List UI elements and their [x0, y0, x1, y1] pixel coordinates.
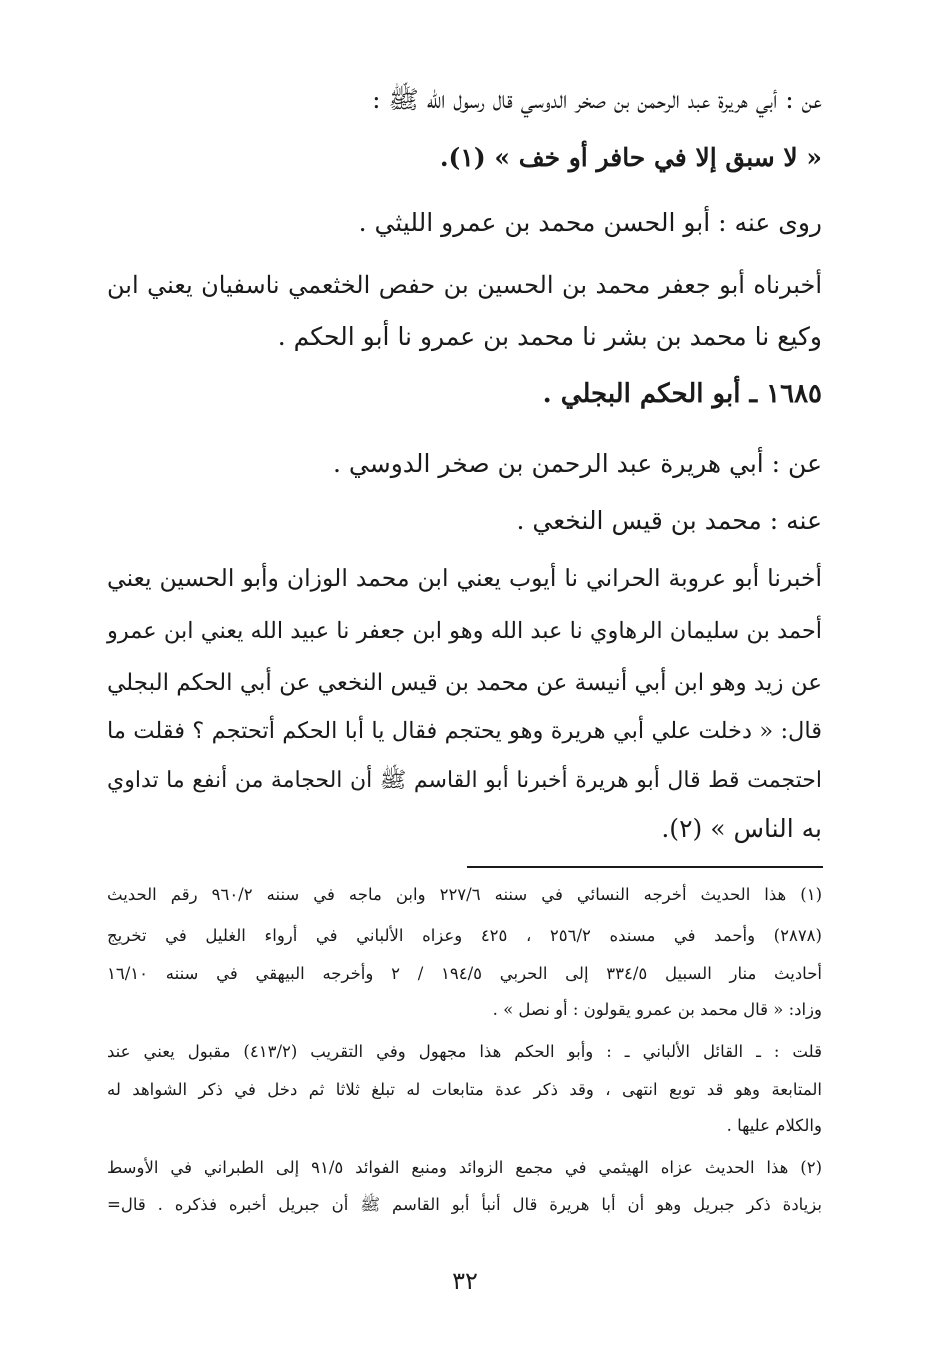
text-line: أخبرناه أبو جعفر محمد بن الحسين بن حفص الخثعمي ناسفيان يعني ابن — [107, 271, 822, 299]
text-line: أحمد بن سليمان الرهاوي نا عبد الله وهو ابن جعفر نا عبيد الله يعني ابن عمرو — [107, 618, 822, 644]
text-line: عن زيد وهو ابن أبي أنيسة عن محمد بن قيس النخعي عن أبي الحكم البجلي — [107, 670, 822, 696]
footnote-line: وزاد: « قال محمد بن عمرو يقولون : أو نصل » . — [492, 1000, 822, 1019]
footnote-separator — [467, 866, 823, 868]
footnote-line: والكلام عليها . — [726, 1116, 822, 1135]
footnote-line: (٢٨٧٨) وأحمد في مسنده ٢٥٦/٢ ، ٤٢٥ وعزاه الألباني في أرواء الغليل في تخريج — [107, 926, 822, 945]
entry-heading: ١٦٨٥ ـ أبو الحكم البجلي . — [542, 379, 822, 409]
footnote-line: بزيادة ذكر جبريل وهو أن أبا هريرة قال أنبأ أبو القاسم ﷺ أن جبريل أخبره فذكره . قال= — [107, 1195, 822, 1214]
text-line: أخبرنا أبو عروبة الحراني نا أيوب يعني ابن محمد الوزان وأبو الحسين يعني — [107, 564, 822, 592]
text-line: روى عنه : أبو الحسن محمد بن عمرو الليثي . — [358, 208, 822, 237]
text-line: عن : أبي هريرة عبد الرحمن بن صخر الدوسي قال رسول الله ﷺ : — [372, 85, 822, 114]
text-line: وكيع نا محمد بن بشر نا محمد بن عمرو نا أبو الحكم . — [277, 322, 822, 351]
footnote-line: (٢) هذا الحديث عزاه الهيثمي في مجمع الزوائد ومنبع الفوائد ٩١/٥ إلى الطبراني في الأوسط — [107, 1158, 823, 1177]
footnote-line: المتابعة وهو قد توبع انتهى ، وقد ذكر عدة متابعات له تبلغ ثلاثا ثم دخل في ذكر الشواهد له — [107, 1080, 822, 1099]
page-number: ٣٢ — [452, 1267, 478, 1295]
footnote-line: (١) هذا الحديث أخرجه النسائي في سننه ٢٢٧/٦ وابن ماجه في سننه ٩٦٠/٢ رقم الحديث — [107, 885, 822, 904]
footnote-line: أحاديث منار السبيل ٣٣٤/٥ إلى الحربي ١٩٤/٥ / ٢ وأخرجه البيهقي في سننه ١٦/١٠ — [107, 964, 822, 983]
text-line: عنه : محمد بن قيس النخعي . — [516, 506, 822, 535]
hadith-text: « لا سبق إلا في حافر أو خف » (١). — [439, 143, 822, 172]
text-line: به الناس » (٢). — [661, 814, 822, 843]
text-line: احتجمت قط قال أبو هريرة أخبرنا أبو القاسم ﷺ أن الحجامة من أنفع ما تداوي — [107, 768, 822, 793]
text-line: عن : أبي هريرة عبد الرحمن بن صخر الدوسي . — [333, 449, 822, 478]
text-line: قال: « دخلت علي أبي هريرة وهو يحتجم فقال يا أبا الحكم أتحتجم ؟ فقلت ما — [107, 718, 822, 744]
footnote-line: قلت : ـ القائل الألباني ـ : وأبو الحكم هذا مجهول وفي التقريب (٤١٣/٢) مقبول يعني عند — [107, 1042, 822, 1061]
